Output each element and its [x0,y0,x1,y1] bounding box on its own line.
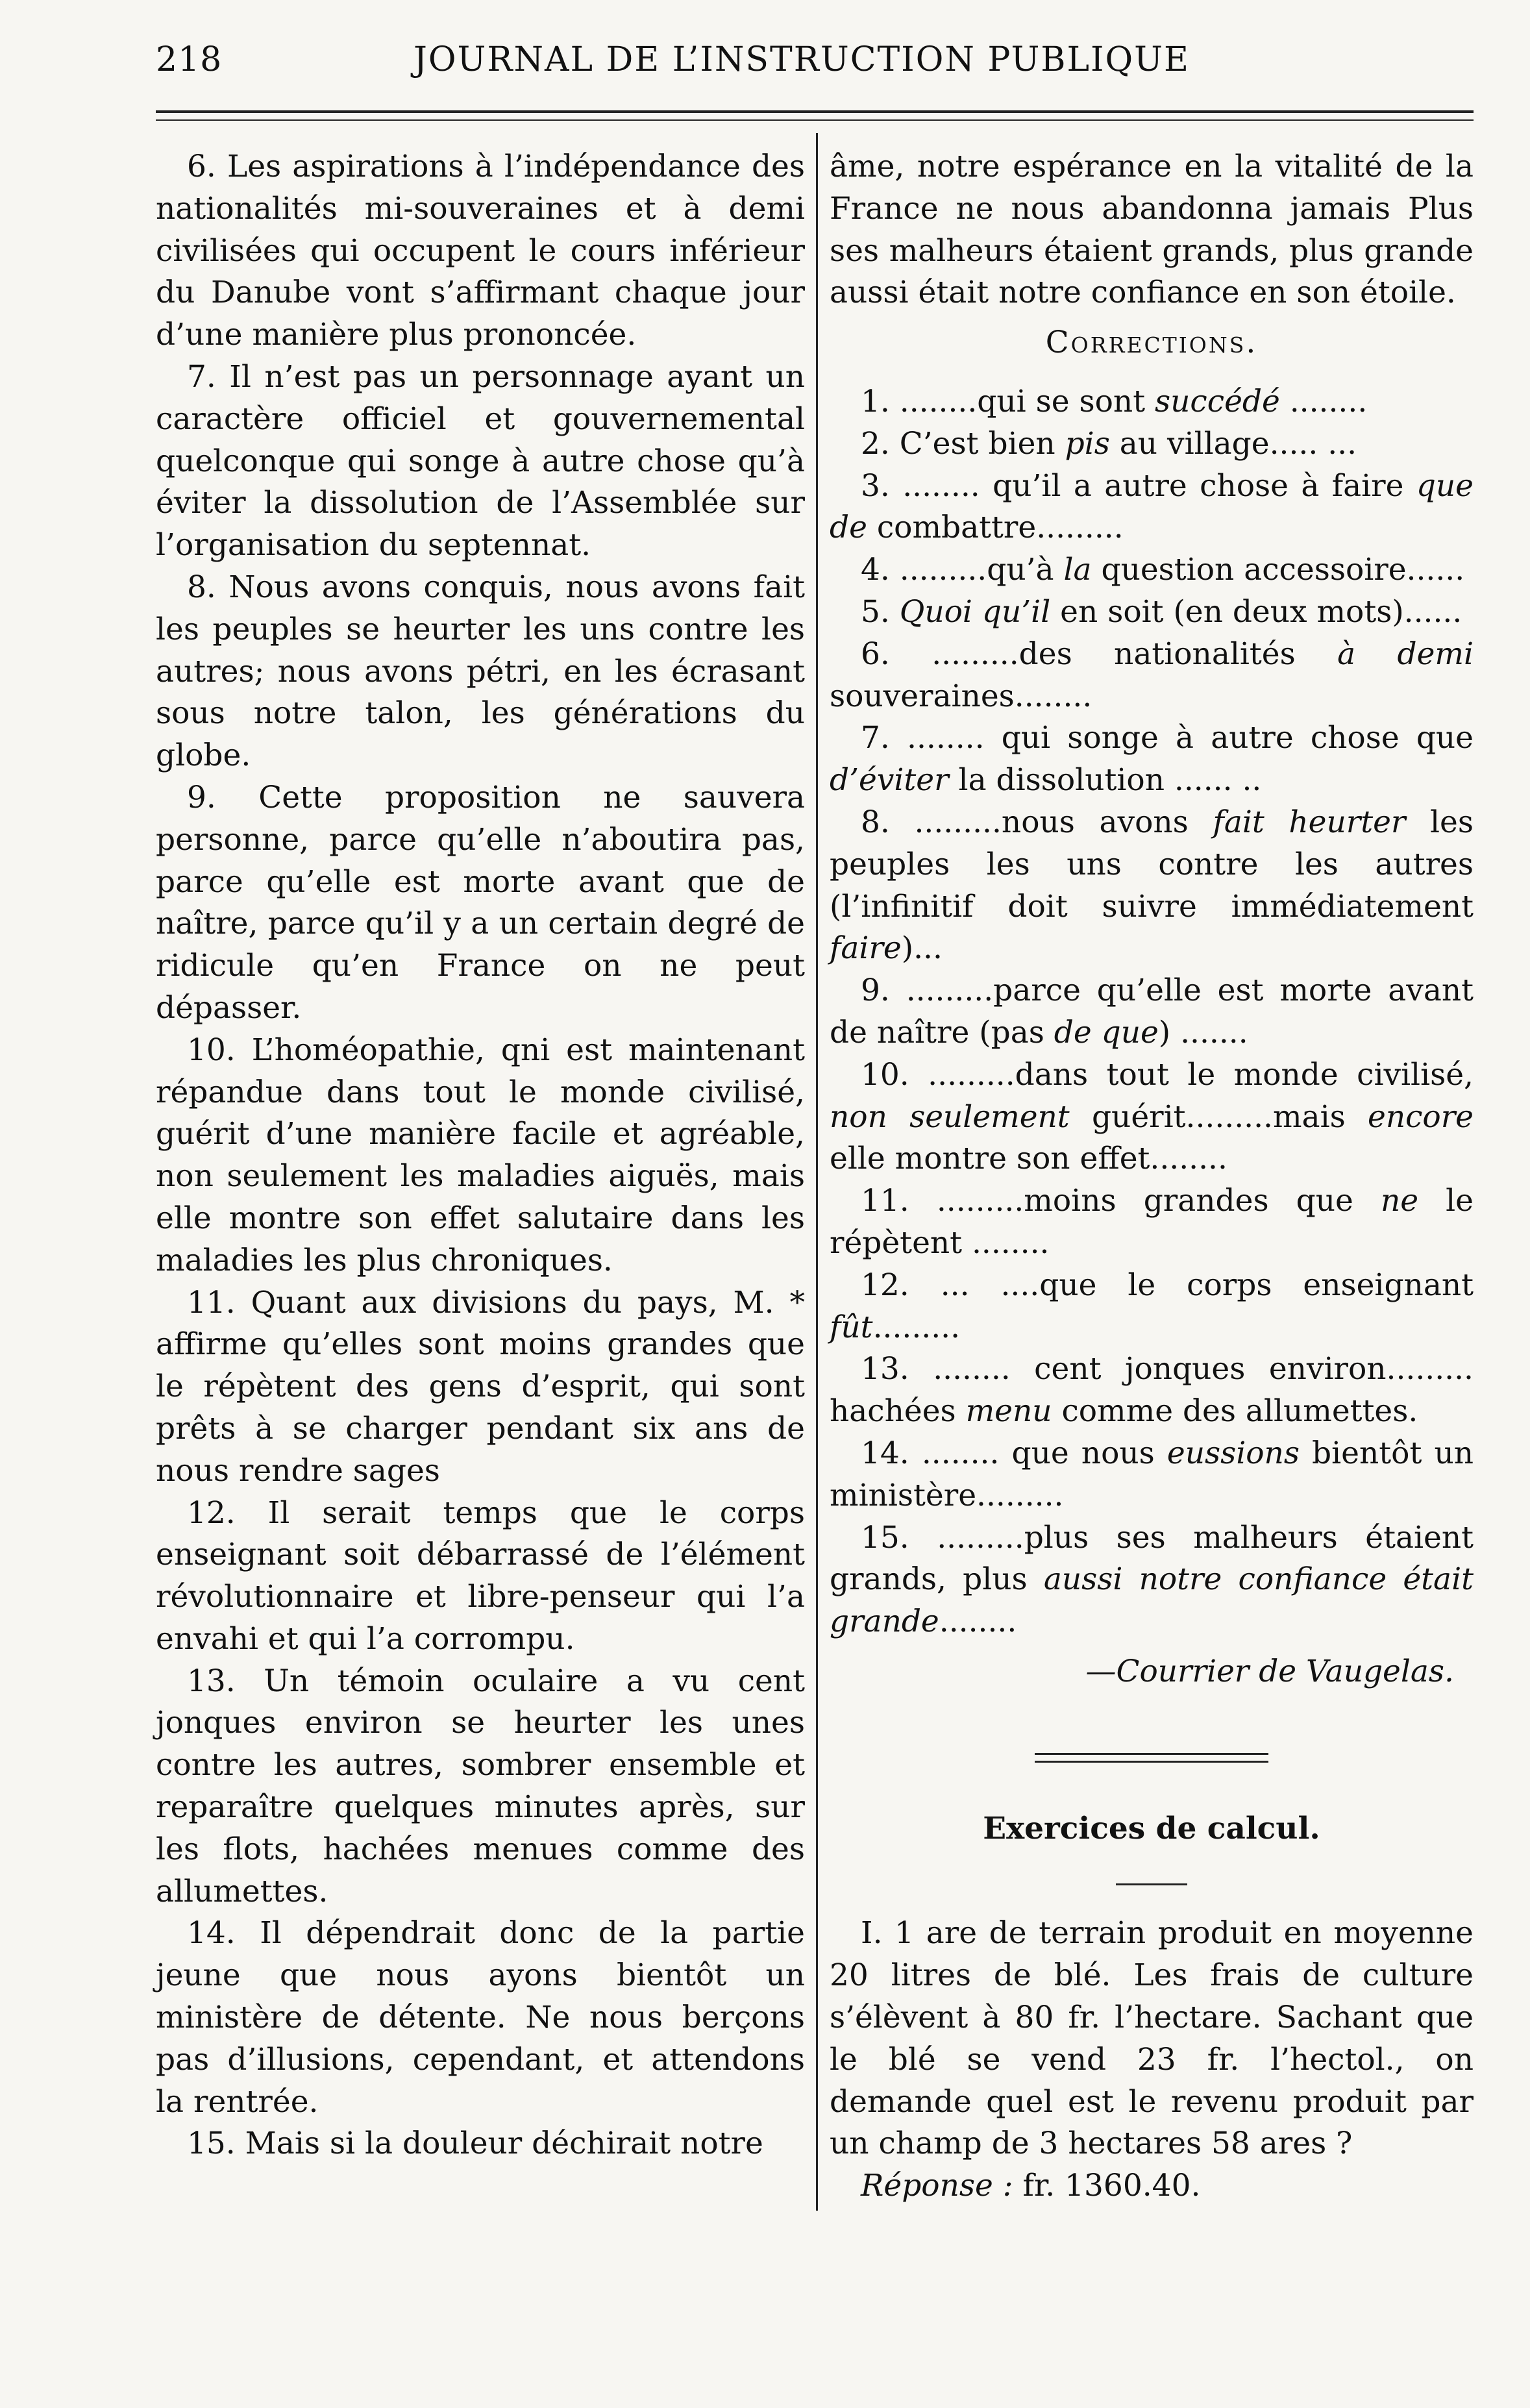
correction-segment: bientôt un ministère......... [830,1435,1474,1513]
correction-segment: les peuples les uns contre les autres (l’infinitif doit suivre immédiatement [830,804,1474,925]
header-rule-thin [156,119,1474,121]
exercise-paragraph-9: 9. Cette proposition ne sauvera personne, parce qu’elle n’aboutira pas, parce qu’elle est morte avant que de naître, parce qu’il y a un certain degré de ridicule qu’en France on ne peut dépasser. [156,779,805,1026]
correction-segment: ne [1380,1183,1419,1219]
correction-segment: au village..... ... [1109,425,1357,462]
exercise-paragraph-11: 11. Quant aux divisions du pays, M. * affirme qu’elles sont moins grandes que le répètent des gens d’esprit, qui sont prêts à se charger pendant six ans de nous rendre sages [156,1284,805,1489]
correction-item [830,1433,1474,1517]
correction-segment: 12. ... ....que le corps enseignant [861,1267,1474,1303]
answer-value: fr. 1360.40. [1022,2168,1201,2204]
correction-item [830,1517,1474,1643]
correction-segment: 8. .........nous avons [861,804,1213,840]
exercise-paragraph-14: 14. Il dépendrait donc de la partie jeune que nous ayons bientôt un ministère de détente. Ne nous berçons pas d’illusions, cependant, et attendons la rentrée. [156,1915,805,2120]
running-title: JOURNAL DE L’INSTRUCTION PUBLIQUE [413,40,1190,79]
correction-segment: 1. ........qui se sont [861,383,1155,419]
correction-segment: 15. .........plus ses malheurs étaient grands, plus [830,1519,1474,1598]
correction-segment: succédé [1155,383,1280,419]
correction-segment: aussi notre confiance était grande [830,1561,1474,1640]
correction-segment: le répètent ........ [830,1183,1474,1261]
correction-segment: 5. [861,593,900,630]
exercise-paragraph-10: 10. L’homéopathie, qni est maintenant répandue dans tout le monde civilisé, guérit d’une manière facile et agréable, non seulement les maladies aiguës, mais elle montre son effet salutaire dans les maladies les plus chroniques. [156,1032,805,1278]
correction-segment: 14. ........ que nous [861,1435,1167,1471]
correction-segment: 6. .........des nationalités [861,636,1338,672]
correction-segment: menu [965,1393,1052,1430]
correction-item [830,423,1474,465]
page-number: 218 [156,40,223,79]
exercise-paragraph-8: 8. Nous avons conquis, nous avons fait les peuples se heurter les uns contre les autres; nous avons pétri, en les écrasant sous notre talon, les générations du globe. [156,569,805,774]
correction-segment: pis [1065,425,1110,462]
correction-segment: ........ [1279,383,1368,419]
continuation-paragraph: âme, notre espérance en la vitalité de la France ne nous abandonna jamais Plus ses malheurs étaient grands, plus grande aussi était notre confiance en son étoile. [830,149,1474,311]
exercise-paragraph-7: 7. Il n’est pas un personnage ayant un caractère officiel et gouvernemental quelconque qui songe à autre chose qu’à éviter la dissolution de l’Assemblée sur l’organisation du septennat. [156,358,805,564]
exercise-paragraph-13: 13. Un témoin oculaire a vu cent jonques environ se heurter les unes contre les autres, sombrer ensemble et reparaître quelques minutes après, sur les flots, hachées menues comme des allumettes. [156,1663,805,1909]
calc-problem: I. 1 are de terrain produit en moyenne 20 litres de blé. Les frais de culture s’élèvent à 80 fr. l’hectare. Sachant que le blé se vend 23 fr. l’hectol., on demande quel est le revenu produit par un champ de 3 hectares 58 ares ? [830,1915,1474,2162]
correction-segment: fait heurter [1213,804,1406,840]
correction-segment: la [1063,552,1092,588]
correction-item [830,465,1474,550]
correction-segment: de que [1054,1014,1159,1050]
correction-item [830,1265,1474,1349]
left-column [156,146,805,2165]
correction-item [830,549,1474,591]
attribution [830,1651,1474,1693]
correction-segment: d’éviter [830,762,949,799]
correction-segment: faire [830,930,902,967]
correction-segment: )... [901,930,943,967]
correction-segment: 4. .........qu’à [861,552,1064,588]
calc-answer [830,2165,1474,2207]
correction-item [830,381,1474,423]
correction-item [830,1180,1474,1265]
correction-segment: fût [830,1309,873,1345]
correction-segment: 7. ........ qui songe à autre chose que [861,720,1474,756]
correction-segment: Quoi qu’il [899,593,1051,630]
correction-item [830,970,1474,1054]
correction-segment: 13. ........ cent jonques environ......... hachées [830,1351,1474,1430]
correction-segment: encore [1368,1098,1474,1135]
correction-segment: combattre......... [867,510,1124,546]
exercise-paragraph-15: 15. Mais si la douleur déchirait notre [187,2126,763,2162]
correction-segment: la dissolution ...... .. [948,762,1262,799]
correction-segment: ......... [872,1309,961,1345]
attribution-text: —Courrier de Vaugelas. [1085,1653,1454,1689]
correction-item [830,1054,1474,1180]
correction-segment: 3. ........ qu’il a autre chose à faire [861,467,1416,504]
correction-segment: 11. .........moins grandes que [861,1183,1381,1219]
correction-item [830,1348,1474,1433]
correction-segment: souveraines........ [830,678,1092,714]
corrections-list [830,381,1474,1643]
correction-segment: 2. C’est bien [861,425,1065,462]
page-header [156,40,1448,92]
correction-segment: eussions [1166,1435,1300,1471]
correction-item [830,717,1474,802]
correction-segment: 9. .........parce qu’elle est morte avant de naître (pas [830,973,1474,1050]
correction-segment: à demi [1337,636,1474,672]
correction-item [830,802,1474,970]
correction-segment: elle montre son effet........ [830,1141,1228,1177]
short-rule [1116,1883,1187,1885]
column-divider [816,133,818,2211]
correction-segment: question accessoire...... [1091,552,1465,588]
correction-segment: que de [830,467,1474,546]
exercise-paragraph-12: 12. Il serait temps que le corps enseignant soit débarrassé de l’élément révolutionnaire et libre-penseur qui l’a envahi et qui l’a corrompu. [156,1495,805,1657]
exercise-paragraph-6: 6. Les aspirations à l’indépendance des nationalités mi-souveraines et à demi civilisées qui occupent le cours inférieur du Danube vont s’affirmant chaque jour d’une manière plus prononcée. [156,149,805,353]
header-rule-thick [156,110,1474,113]
correction-segment: en soit (en deux mots)...... [1050,593,1462,630]
correction-segment: non seulement [830,1098,1070,1135]
correction-segment: guérit.........mais [1069,1098,1368,1135]
answer-label: Réponse : [861,2168,1013,2204]
correction-segment: 10. .........dans tout le monde civilisé, [861,1056,1474,1093]
correction-item [830,634,1474,718]
calc-heading: Exercices de calcul. [983,1810,1320,1846]
right-column [830,146,1474,2207]
correction-item [830,591,1474,634]
correction-segment: comme des allumettes. [1052,1393,1418,1430]
correction-segment: ........ [939,1604,1017,1640]
correction-segment: ) ....... [1158,1014,1248,1050]
corrections-heading: Corrections. [1045,325,1258,361]
section-separator [1035,1753,1268,1763]
